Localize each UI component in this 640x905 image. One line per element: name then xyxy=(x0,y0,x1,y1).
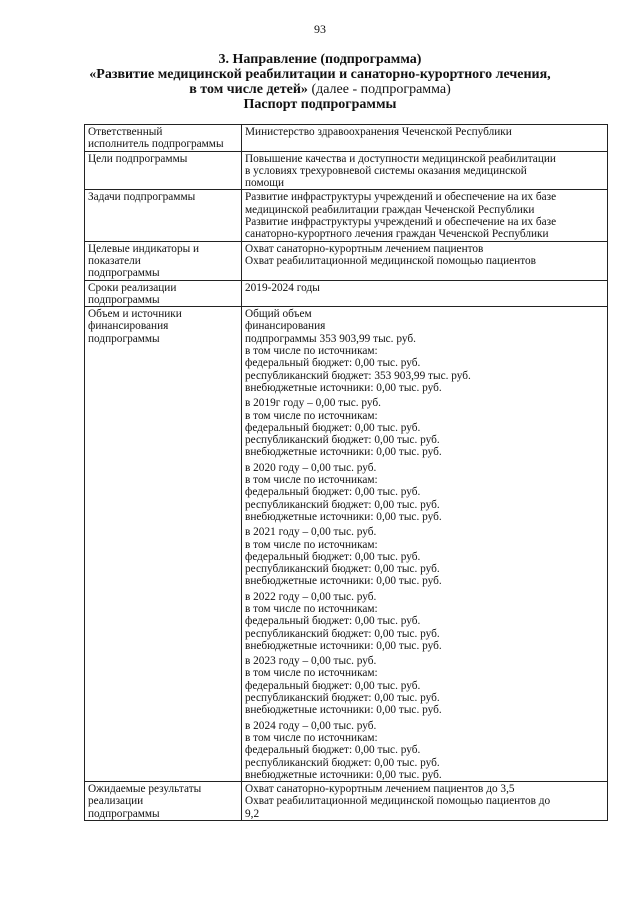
financing-line: в 2021 году – 0,00 тыс. руб. xyxy=(245,526,377,539)
financing-group xyxy=(245,591,604,652)
row-label-line: подпрограммы xyxy=(88,267,160,280)
financing-line: республиканский бюджет: 0,00 тыс. руб. xyxy=(245,692,440,705)
row-value-cell xyxy=(242,307,608,782)
row-label-line: показатели xyxy=(88,254,141,267)
financing-line: в том числе по источникам: xyxy=(245,345,378,358)
row-value-line: 2019-2024 годы xyxy=(245,281,320,294)
financing-line: подпрограммы 353 903,99 тыс. руб. xyxy=(245,332,416,345)
passport-row xyxy=(85,280,608,307)
heading-section-title: 3. Направление (подпрограмма) xyxy=(218,52,422,67)
row-label-cell xyxy=(85,190,242,241)
heading-passport-title: Паспорт подпрограммы xyxy=(243,97,397,112)
row-value-cell xyxy=(242,280,608,307)
financing-line: в том числе по источникам: xyxy=(245,409,378,422)
row-label-cell xyxy=(85,307,242,782)
row-value-cell xyxy=(242,782,608,821)
results-row xyxy=(85,782,608,821)
financing-line: в 2024 году – 0,00 тыс. руб. xyxy=(245,719,377,732)
row-label-line: финансирования xyxy=(88,320,169,333)
financing-line: Общий объем xyxy=(245,308,312,321)
row-value-line: санаторно-курортного лечения граждан Чеченской Республики xyxy=(245,228,549,241)
financing-group xyxy=(245,655,604,716)
row-label-line: подпрограммы xyxy=(88,332,160,345)
row-label-cell xyxy=(85,151,242,190)
page-number: 93 xyxy=(314,22,326,36)
financing-line: федеральный бюджет: 0,00 тыс. руб. xyxy=(245,357,421,370)
row-label-cell xyxy=(85,280,242,307)
financing-group xyxy=(245,462,604,523)
row-label-line: подпрограммы xyxy=(88,807,160,820)
financing-line: внебюджетные источники: 0,00 тыс. руб. xyxy=(245,704,442,717)
row-label-line: Ожидаемые результаты xyxy=(88,783,202,796)
row-value-line: помощи xyxy=(245,177,285,190)
heading-children-text: в том числе детей» xyxy=(189,82,308,97)
financing-line: внебюджетные источники: 0,00 тыс. руб. xyxy=(245,768,442,781)
row-value-cell xyxy=(242,151,608,190)
financing-line: республиканский бюджет: 0,00 тыс. руб. xyxy=(245,627,440,640)
financing-group xyxy=(245,720,604,781)
financing-group xyxy=(245,308,604,394)
passport-table xyxy=(84,124,608,821)
heading-subprogram-name-cont xyxy=(60,82,580,97)
financing-line: в 2023 году – 0,00 тыс. руб. xyxy=(245,655,377,668)
row-value-line: Охват реабилитационной медицинской помощью пациентов до xyxy=(245,795,551,808)
row-label-line: подпрограммы xyxy=(88,293,160,306)
row-value-line: Развитие инфраструктуры учреждений и обеспечение на их базе xyxy=(245,216,557,229)
row-value-line: Министерство здравоохранения Чеченской Республики xyxy=(245,126,512,138)
financing-line: в 2022 году – 0,00 тыс. руб. xyxy=(245,590,377,603)
financing-line: в том числе по источникам: xyxy=(245,602,378,615)
financing-line: внебюджетные источники: 0,00 тыс. руб. xyxy=(245,510,442,523)
financing-line: в 2019г году – 0,00 тыс. руб. xyxy=(245,397,381,410)
row-label-line: Сроки реализации xyxy=(88,281,177,294)
row-value-line: Повышение качества и доступности медицинской реабилитации xyxy=(245,152,556,165)
passport-row xyxy=(85,125,608,152)
financing-line: республиканский бюджет: 0,00 тыс. руб. xyxy=(245,563,440,576)
row-label-line: исполнитель подпрограммы xyxy=(88,138,224,151)
row-label-cell xyxy=(85,125,242,152)
heading-hereinafter-text: (далее - подпрограмма) xyxy=(307,82,451,97)
financing-line: республиканский бюджет: 0,00 тыс. руб. xyxy=(245,434,440,447)
row-label-line: Объем и источники xyxy=(88,308,182,321)
financing-row xyxy=(85,307,608,782)
financing-line: федеральный бюджет: 0,00 тыс. руб. xyxy=(245,421,421,434)
row-label-line: Ответственный xyxy=(88,126,163,138)
financing-line: внебюджетные источники: 0,00 тыс. руб. xyxy=(245,446,442,459)
row-value-cell xyxy=(242,241,608,280)
row-value-line: Охват реабилитационной медицинской помощью пациентов xyxy=(245,254,536,267)
financing-line: федеральный бюджет: 0,00 тыс. руб. xyxy=(245,550,421,563)
passport-row xyxy=(85,241,608,280)
financing-line: внебюджетные источники: 0,00 тыс. руб. xyxy=(245,639,442,652)
row-label-line: реализации xyxy=(88,795,144,808)
row-label-line: Задачи подпрограммы xyxy=(88,191,196,204)
financing-line: внебюджетные источники: 0,00 тыс. руб. xyxy=(245,575,442,588)
row-label-line: Целевые индикаторы и xyxy=(88,242,200,255)
financing-group xyxy=(245,526,604,587)
row-label-cell xyxy=(85,782,242,821)
financing-line: республиканский бюджет: 0,00 тыс. руб. xyxy=(245,756,440,769)
heading-subprogram-name: «Развитие медицинской реабилитации и санаторно-курортного лечения, xyxy=(89,67,551,82)
row-value-line: Охват санаторно-курортным лечением пациентов до 3,5 xyxy=(245,783,515,796)
row-label-line: Цели подпрограммы xyxy=(88,152,188,165)
financing-line: внебюджетные источники: 0,00 тыс. руб. xyxy=(245,381,442,394)
financing-line: в том числе по источникам: xyxy=(245,731,378,744)
financing-group xyxy=(245,397,604,458)
financing-line: республиканский бюджет: 0,00 тыс. руб. xyxy=(245,498,440,511)
passport-row xyxy=(85,151,608,190)
financing-line: федеральный бюджет: 0,00 тыс. руб. xyxy=(245,615,421,628)
financing-line: республиканский бюджет: 353 903,99 тыс. руб. xyxy=(245,369,471,382)
financing-line: федеральный бюджет: 0,00 тыс. руб. xyxy=(245,679,421,692)
row-value-line: Развитие инфраструктуры учреждений и обеспечение на их базе xyxy=(245,191,557,204)
financing-line: в том числе по источникам: xyxy=(245,667,378,680)
financing-line: в том числе по источникам: xyxy=(245,474,378,487)
passport-row xyxy=(85,190,608,241)
row-value-line: медицинской реабилитации граждан Чеченской Республики xyxy=(245,203,535,216)
row-value-line: в условиях трехуровневой системы оказания медицинской xyxy=(245,164,527,177)
financing-line: федеральный бюджет: 0,00 тыс. руб. xyxy=(245,744,421,757)
financing-line: в том числе по источникам: xyxy=(245,538,378,551)
financing-line: финансирования xyxy=(245,320,326,333)
row-value-line: Охват санаторно-курортным лечением пациентов xyxy=(245,242,484,255)
financing-line: федеральный бюджет: 0,00 тыс. руб. xyxy=(245,486,421,499)
row-label-cell xyxy=(85,241,242,280)
document-heading xyxy=(60,52,580,112)
row-value-line: 9,2 xyxy=(245,807,260,820)
row-value-cell xyxy=(242,125,608,152)
financing-line: в 2020 году – 0,00 тыс. руб. xyxy=(245,461,377,474)
row-value-cell xyxy=(242,190,608,241)
